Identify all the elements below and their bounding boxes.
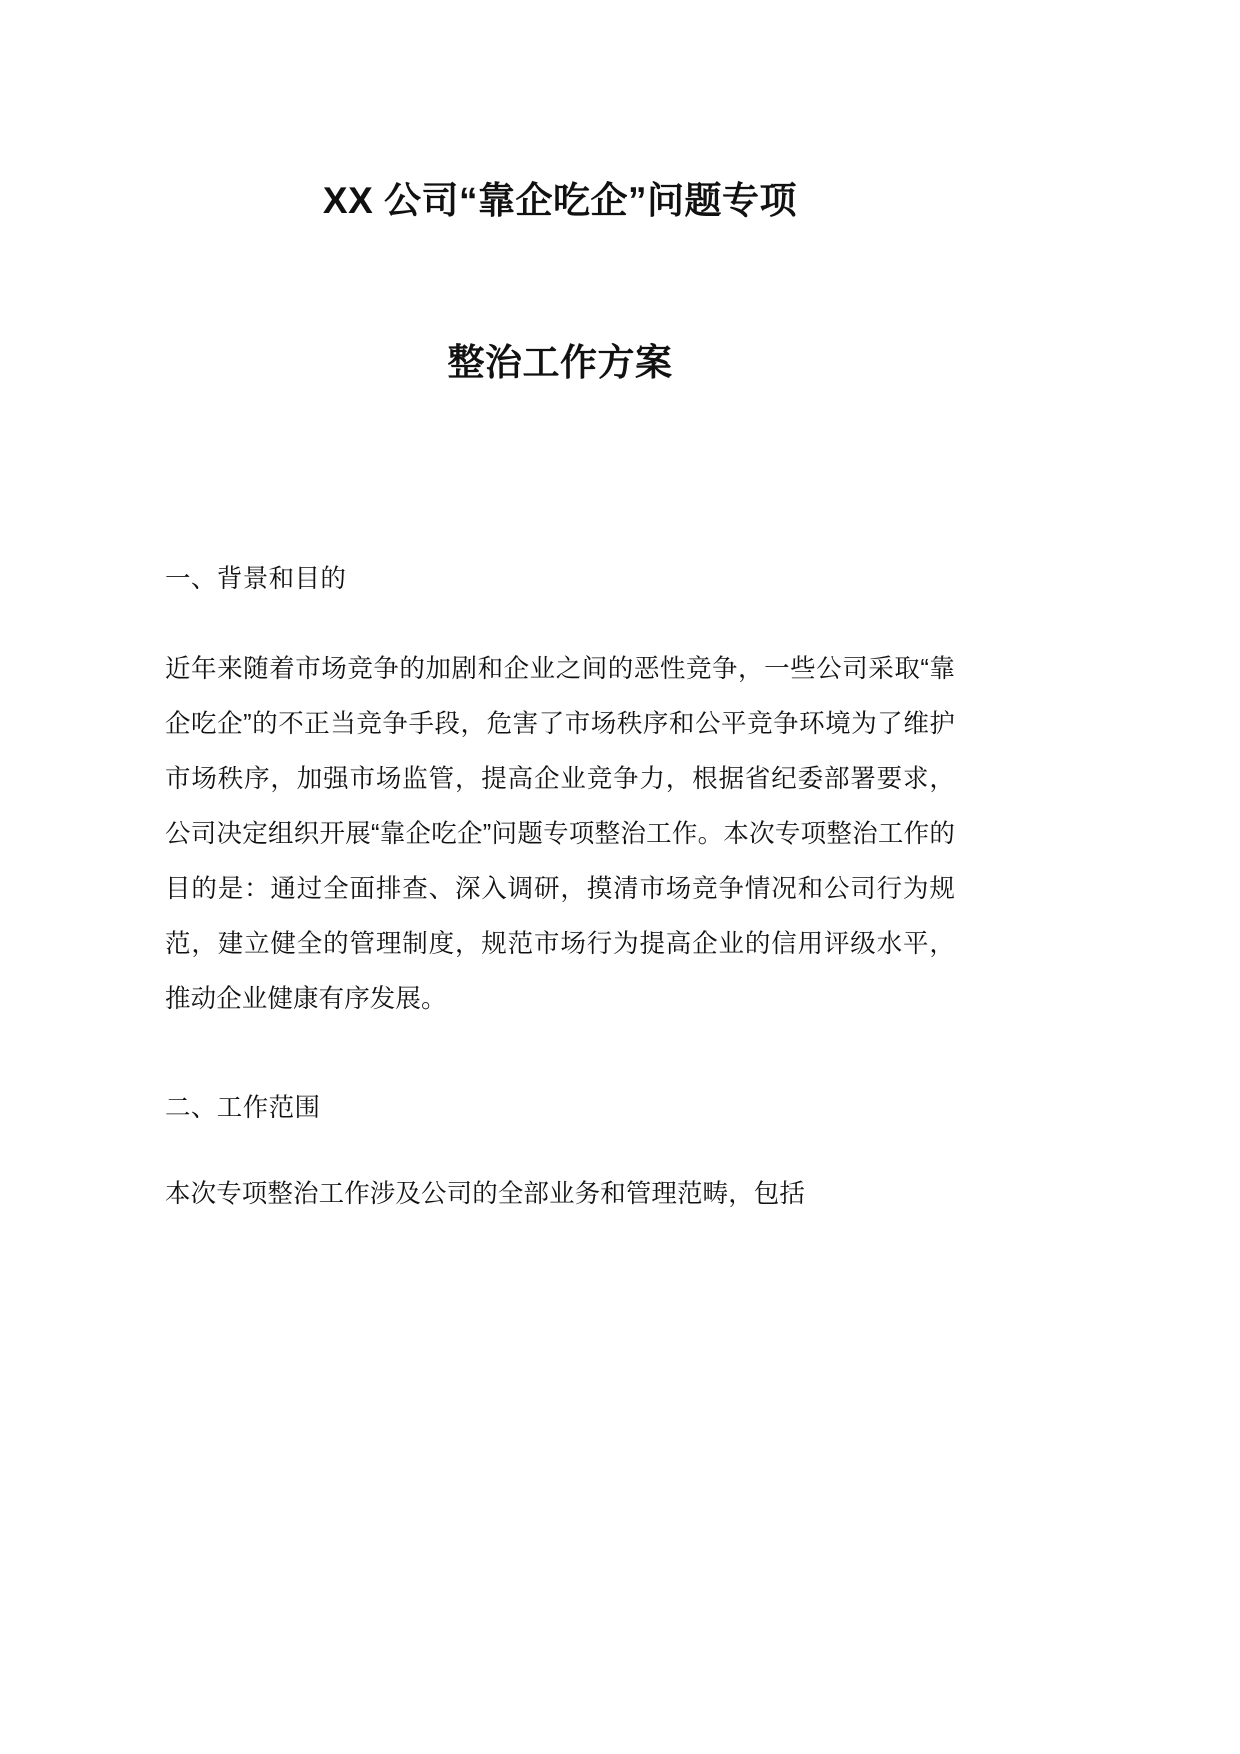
page-content: [165, 0, 955, 1248]
section-paragraph-background-and-purpose: 近年来随着市场竞争的加剧和企业之间的恶性竞争，一些公司采取“靠企吃企”的不正当竞争手段，危害了市场秩序和公平竞争环境为了维护市场秩序，加强市场监管，提高企业竞争力，根据省纪委部署要求，公司决定组织开展“靠企吃企”问题专项整治工作。本次专项整治工作的目的是：通过全面排查、深入调研，摸清市场竞争情况和公司行为规范，建立健全的管理制度，规范市场行为提高企业的信用评级水平，推动企业健康有序发展。: [165, 655, 955, 1014]
document-title-line-1: XX 公司“靠企吃企”问题专项: [322, 180, 798, 221]
section-paragraph-work-scope: 本次专项整治工作涉及公司的全部业务和管理范畴，包括: [165, 1180, 806, 1209]
section-heading-work-scope: 二、工作范围: [165, 1094, 321, 1123]
document-title-line-2: 整治工作方案: [447, 341, 673, 383]
section-heading-background-and-purpose: 一、背景和目的: [165, 564, 347, 593]
